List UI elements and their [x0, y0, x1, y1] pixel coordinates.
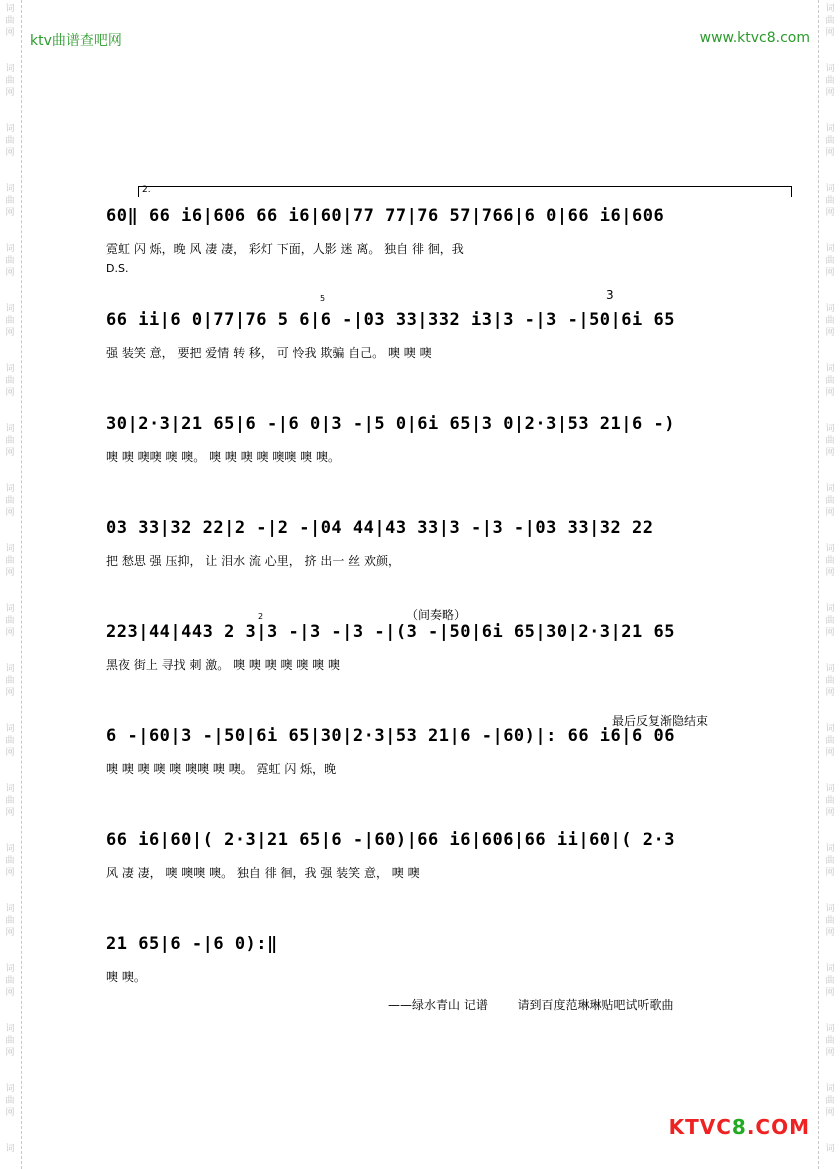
watermark-glyph: 网 — [5, 1108, 15, 1118]
watermark-glyph: 词 — [825, 244, 835, 254]
watermark-glyph: 网 — [5, 748, 15, 758]
site-url: www.ktvc8.com — [699, 30, 810, 46]
watermark-glyph: 曲 — [825, 556, 835, 566]
score-row-3 — [106, 378, 766, 482]
watermark-glyph: 网 — [825, 508, 835, 518]
watermark-glyph: 曲 — [825, 976, 835, 986]
watermark-glyph: 曲 — [5, 856, 15, 866]
watermark-glyph: 曲 — [5, 76, 15, 86]
score-row-5 — [106, 586, 766, 690]
watermark-glyph: 网 — [825, 1108, 835, 1118]
watermark-glyph: 网 — [5, 268, 15, 278]
watermark-glyph: 网 — [5, 388, 15, 398]
watermark-glyph: 曲 — [5, 256, 15, 266]
promo-text: 请到百度范琳琳贴吧试听歌曲 — [517, 998, 674, 1012]
watermark-glyph: 词 — [825, 844, 835, 854]
watermark-glyph: 曲 — [825, 856, 835, 866]
watermark-glyph: 网 — [825, 568, 835, 578]
watermark-glyph: 词 — [825, 364, 835, 374]
watermark-glyph: 曲 — [825, 616, 835, 626]
watermark-glyph: 网 — [825, 388, 835, 398]
watermark-glyph: 网 — [5, 508, 15, 518]
watermark-glyph: 网 — [825, 988, 835, 998]
watermark-glyph: 曲 — [5, 16, 15, 26]
watermark-glyph: 词 — [5, 64, 15, 74]
watermark-glyph: 词 — [825, 1084, 835, 1094]
watermark-glyph: 网 — [5, 448, 15, 458]
watermark-glyph: 曲 — [825, 436, 835, 446]
watermark-glyph: 词 — [5, 4, 15, 14]
watermark-glyph: 曲 — [5, 916, 15, 926]
watermark-glyph: 词 — [5, 424, 15, 434]
watermark-glyph: 曲 — [5, 316, 15, 326]
watermark-glyph: 曲 — [5, 796, 15, 806]
watermark-glyph: 词 — [825, 544, 835, 554]
score-row-2 — [106, 274, 766, 378]
watermark-glyph: 网 — [825, 868, 835, 878]
watermark-glyph: 网 — [5, 928, 15, 938]
watermark-glyph: 曲 — [5, 556, 15, 566]
watermark-glyph: 曲 — [825, 76, 835, 86]
row-lyrics: 霓虹 闪 烁，晚 风 凄 凄， 彩灯 下面，人影 迷 离。 独自 徘 徊，我 — [106, 242, 464, 256]
watermark-glyph: 词 — [825, 424, 835, 434]
watermark-glyph: 词 — [5, 1144, 15, 1154]
watermark-glyph: 词 — [5, 304, 15, 314]
row-notes: 223|44|443 2 3|3 -|3 -|3 -|(3 -|50|6i 65|30|2·3|21 65 — [106, 622, 675, 642]
score-row-6 — [106, 690, 766, 794]
watermark-glyph: 曲 — [825, 196, 835, 206]
watermark-glyph: 曲 — [5, 616, 15, 626]
watermark-glyph: 词 — [5, 664, 15, 674]
watermark-glyph: 词 — [5, 184, 15, 194]
watermark-glyph: 网 — [5, 208, 15, 218]
watermark-glyph: 词 — [5, 124, 15, 134]
watermark-glyph: 曲 — [825, 916, 835, 926]
watermark-glyph: 曲 — [5, 196, 15, 206]
watermark-glyph: 曲 — [5, 676, 15, 686]
watermark-glyph: 网 — [825, 148, 835, 158]
watermark-glyph: 网 — [5, 1048, 15, 1058]
watermark-glyph: 词 — [825, 1144, 835, 1154]
watermark-glyph: 词 — [5, 904, 15, 914]
site-name: ktv曲谱查吧网 — [30, 33, 122, 49]
watermark-glyph: 网 — [5, 868, 15, 878]
watermark-glyph: 网 — [5, 988, 15, 998]
score-row-4 — [106, 482, 766, 586]
volta-bracket — [138, 186, 792, 197]
watermark-glyph: 词 — [5, 604, 15, 614]
watermark-glyph: 词 — [825, 124, 835, 134]
watermark-glyph: 网 — [5, 688, 15, 698]
row-notes: 03 33|32 22|2 -|2 -|04 44|43 33|3 -|3 -|03 33|32 22 — [106, 518, 654, 538]
grace-note-5: 5 — [320, 294, 326, 303]
logo-part-1: KTVC — [668, 1115, 732, 1139]
watermark-glyph: 词 — [825, 604, 835, 614]
watermark-glyph: 网 — [825, 1048, 835, 1058]
watermark-glyph: 词 — [825, 4, 835, 14]
watermark-glyph: 网 — [825, 628, 835, 638]
watermark-glyph: 词 — [5, 964, 15, 974]
watermark-glyph: 曲 — [825, 676, 835, 686]
watermark-glyph: 词 — [825, 1024, 835, 1034]
score-body — [106, 170, 766, 1002]
repeat-instruction: 最后反复渐隐结束 — [612, 714, 709, 728]
watermark-glyph: 词 — [825, 484, 835, 494]
row-lyrics: 风 凄 凄， 噢 噢噢 噢。 独自 徘 徊，我 强 装笑 意， 噢 噢 — [106, 866, 420, 880]
ktvc8-logo — [669, 1115, 810, 1139]
watermark-glyph: 曲 — [825, 316, 835, 326]
watermark-glyph: 词 — [5, 364, 15, 374]
watermark-glyph: 网 — [5, 148, 15, 158]
row-notes: 60‖ 66 i6|606 66 i6|60|77 77|76 57|766|6 0|66 i6|606 — [106, 206, 665, 226]
right-watermark-strip — [818, 0, 840, 1169]
watermark-glyph: 词 — [825, 304, 835, 314]
watermark-glyph: 曲 — [825, 136, 835, 146]
watermark-glyph: 词 — [825, 904, 835, 914]
watermark-glyph: 曲 — [5, 1036, 15, 1046]
watermark-glyph: 网 — [825, 808, 835, 818]
watermark-glyph: 曲 — [5, 736, 15, 746]
row-notes: 66 i6|60|( 2·3|21 65|6 -|60)|66 i6|606|66 ii|60|( 2·3 — [106, 830, 675, 850]
grace-note-2: 2 — [258, 612, 264, 621]
volta-label: 2. — [142, 185, 151, 195]
watermark-glyph: 词 — [825, 664, 835, 674]
watermark-glyph: 曲 — [5, 436, 15, 446]
watermark-glyph: 词 — [825, 184, 835, 194]
watermark-glyph: 网 — [5, 568, 15, 578]
watermark-glyph: 词 — [5, 724, 15, 734]
watermark-glyph: 曲 — [825, 1096, 835, 1106]
score-row-8 — [106, 898, 766, 1002]
transcriber-credit: ——绿水青山 记谱 — [388, 998, 488, 1012]
watermark-glyph: 词 — [825, 964, 835, 974]
watermark-glyph: 网 — [825, 208, 835, 218]
watermark-glyph: 曲 — [825, 376, 835, 386]
watermark-glyph: 网 — [825, 928, 835, 938]
watermark-glyph: 词 — [825, 64, 835, 74]
watermark-glyph: 曲 — [825, 1036, 835, 1046]
watermark-glyph: 词 — [5, 544, 15, 554]
watermark-glyph: 网 — [825, 328, 835, 338]
left-watermark-strip — [0, 0, 22, 1169]
row-lyrics: 噢 噢 噢 噢 噢 噢噢 噢 噢。 霓虹 闪 烁，晚 — [106, 762, 337, 776]
watermark-glyph: 曲 — [5, 976, 15, 986]
row-lyrics: 强 装笑 意， 要把 爱情 转 移， 可 怜我 欺骗 自己。 噢 噢 噢 — [106, 346, 432, 360]
watermark-glyph: 曲 — [5, 1096, 15, 1106]
ds-mark: D.S. — [106, 262, 129, 275]
watermark-glyph: 网 — [5, 628, 15, 638]
row-lyrics: 噢 噢 噢噢 噢 噢。 噢 噢 噢 噢 噢噢 噢 噢。 — [106, 450, 340, 464]
interlude-note: （间奏略） — [406, 608, 467, 622]
score-row-1 — [106, 170, 766, 274]
watermark-glyph: 网 — [5, 28, 15, 38]
watermark-glyph: 词 — [5, 1024, 15, 1034]
watermark-glyph: 曲 — [825, 496, 835, 506]
row-notes: 21 65|6 -|6 0):‖ — [106, 934, 278, 954]
row-lyrics: 噢 噢。 — [106, 970, 146, 984]
watermark-glyph: 网 — [825, 448, 835, 458]
watermark-glyph: 词 — [5, 784, 15, 794]
row-lyrics: 把 愁思 强 压抑， 让 泪水 流 心里， 挤 出一 丝 欢颜， — [106, 554, 400, 568]
watermark-glyph: 曲 — [5, 136, 15, 146]
watermark-glyph: 网 — [825, 268, 835, 278]
row-notes: 30|2·3|21 65|6 -|6 0|3 -|5 0|6i 65|3 0|2·3|53 21|6 -) — [106, 414, 675, 434]
score-row-7 — [106, 794, 766, 898]
watermark-glyph: 曲 — [5, 496, 15, 506]
watermark-glyph: 网 — [5, 88, 15, 98]
logo-part-3: .COM — [746, 1115, 810, 1139]
watermark-glyph: 词 — [5, 484, 15, 494]
watermark-glyph: 词 — [5, 844, 15, 854]
watermark-glyph: 曲 — [825, 796, 835, 806]
watermark-glyph: 网 — [5, 808, 15, 818]
footer — [388, 996, 674, 1013]
watermark-glyph: 词 — [825, 784, 835, 794]
row-notes: 6 -|60|3 -|50|6i 65|30|2·3|53 21|6 -|60)|: 66 i6|6 06 — [106, 726, 675, 746]
watermark-glyph: 曲 — [5, 376, 15, 386]
watermark-glyph: 曲 — [825, 16, 835, 26]
watermark-glyph: 词 — [825, 724, 835, 734]
triplet-mark: 3 — [606, 288, 614, 302]
watermark-glyph: 网 — [825, 28, 835, 38]
right-dashed-line — [818, 0, 819, 1169]
row-lyrics: 黑夜 街上 寻找 刺 激。 噢 噢 噢 噢 噢 噢 噢 — [106, 658, 340, 672]
watermark-glyph: 网 — [825, 88, 835, 98]
watermark-glyph: 词 — [5, 1084, 15, 1094]
row-notes: 66 ii|6 0|77|76 5 6|6 -|03 33|332 i3|3 -|3 -|50|6i 65 — [106, 310, 675, 330]
watermark-glyph: 网 — [5, 328, 15, 338]
watermark-glyph: 曲 — [825, 256, 835, 266]
watermark-glyph: 曲 — [825, 736, 835, 746]
logo-part-2: 8 — [731, 1115, 747, 1139]
watermark-glyph: 词 — [5, 244, 15, 254]
watermark-glyph: 网 — [825, 748, 835, 758]
left-dashed-line — [21, 0, 22, 1169]
watermark-glyph: 网 — [825, 688, 835, 698]
